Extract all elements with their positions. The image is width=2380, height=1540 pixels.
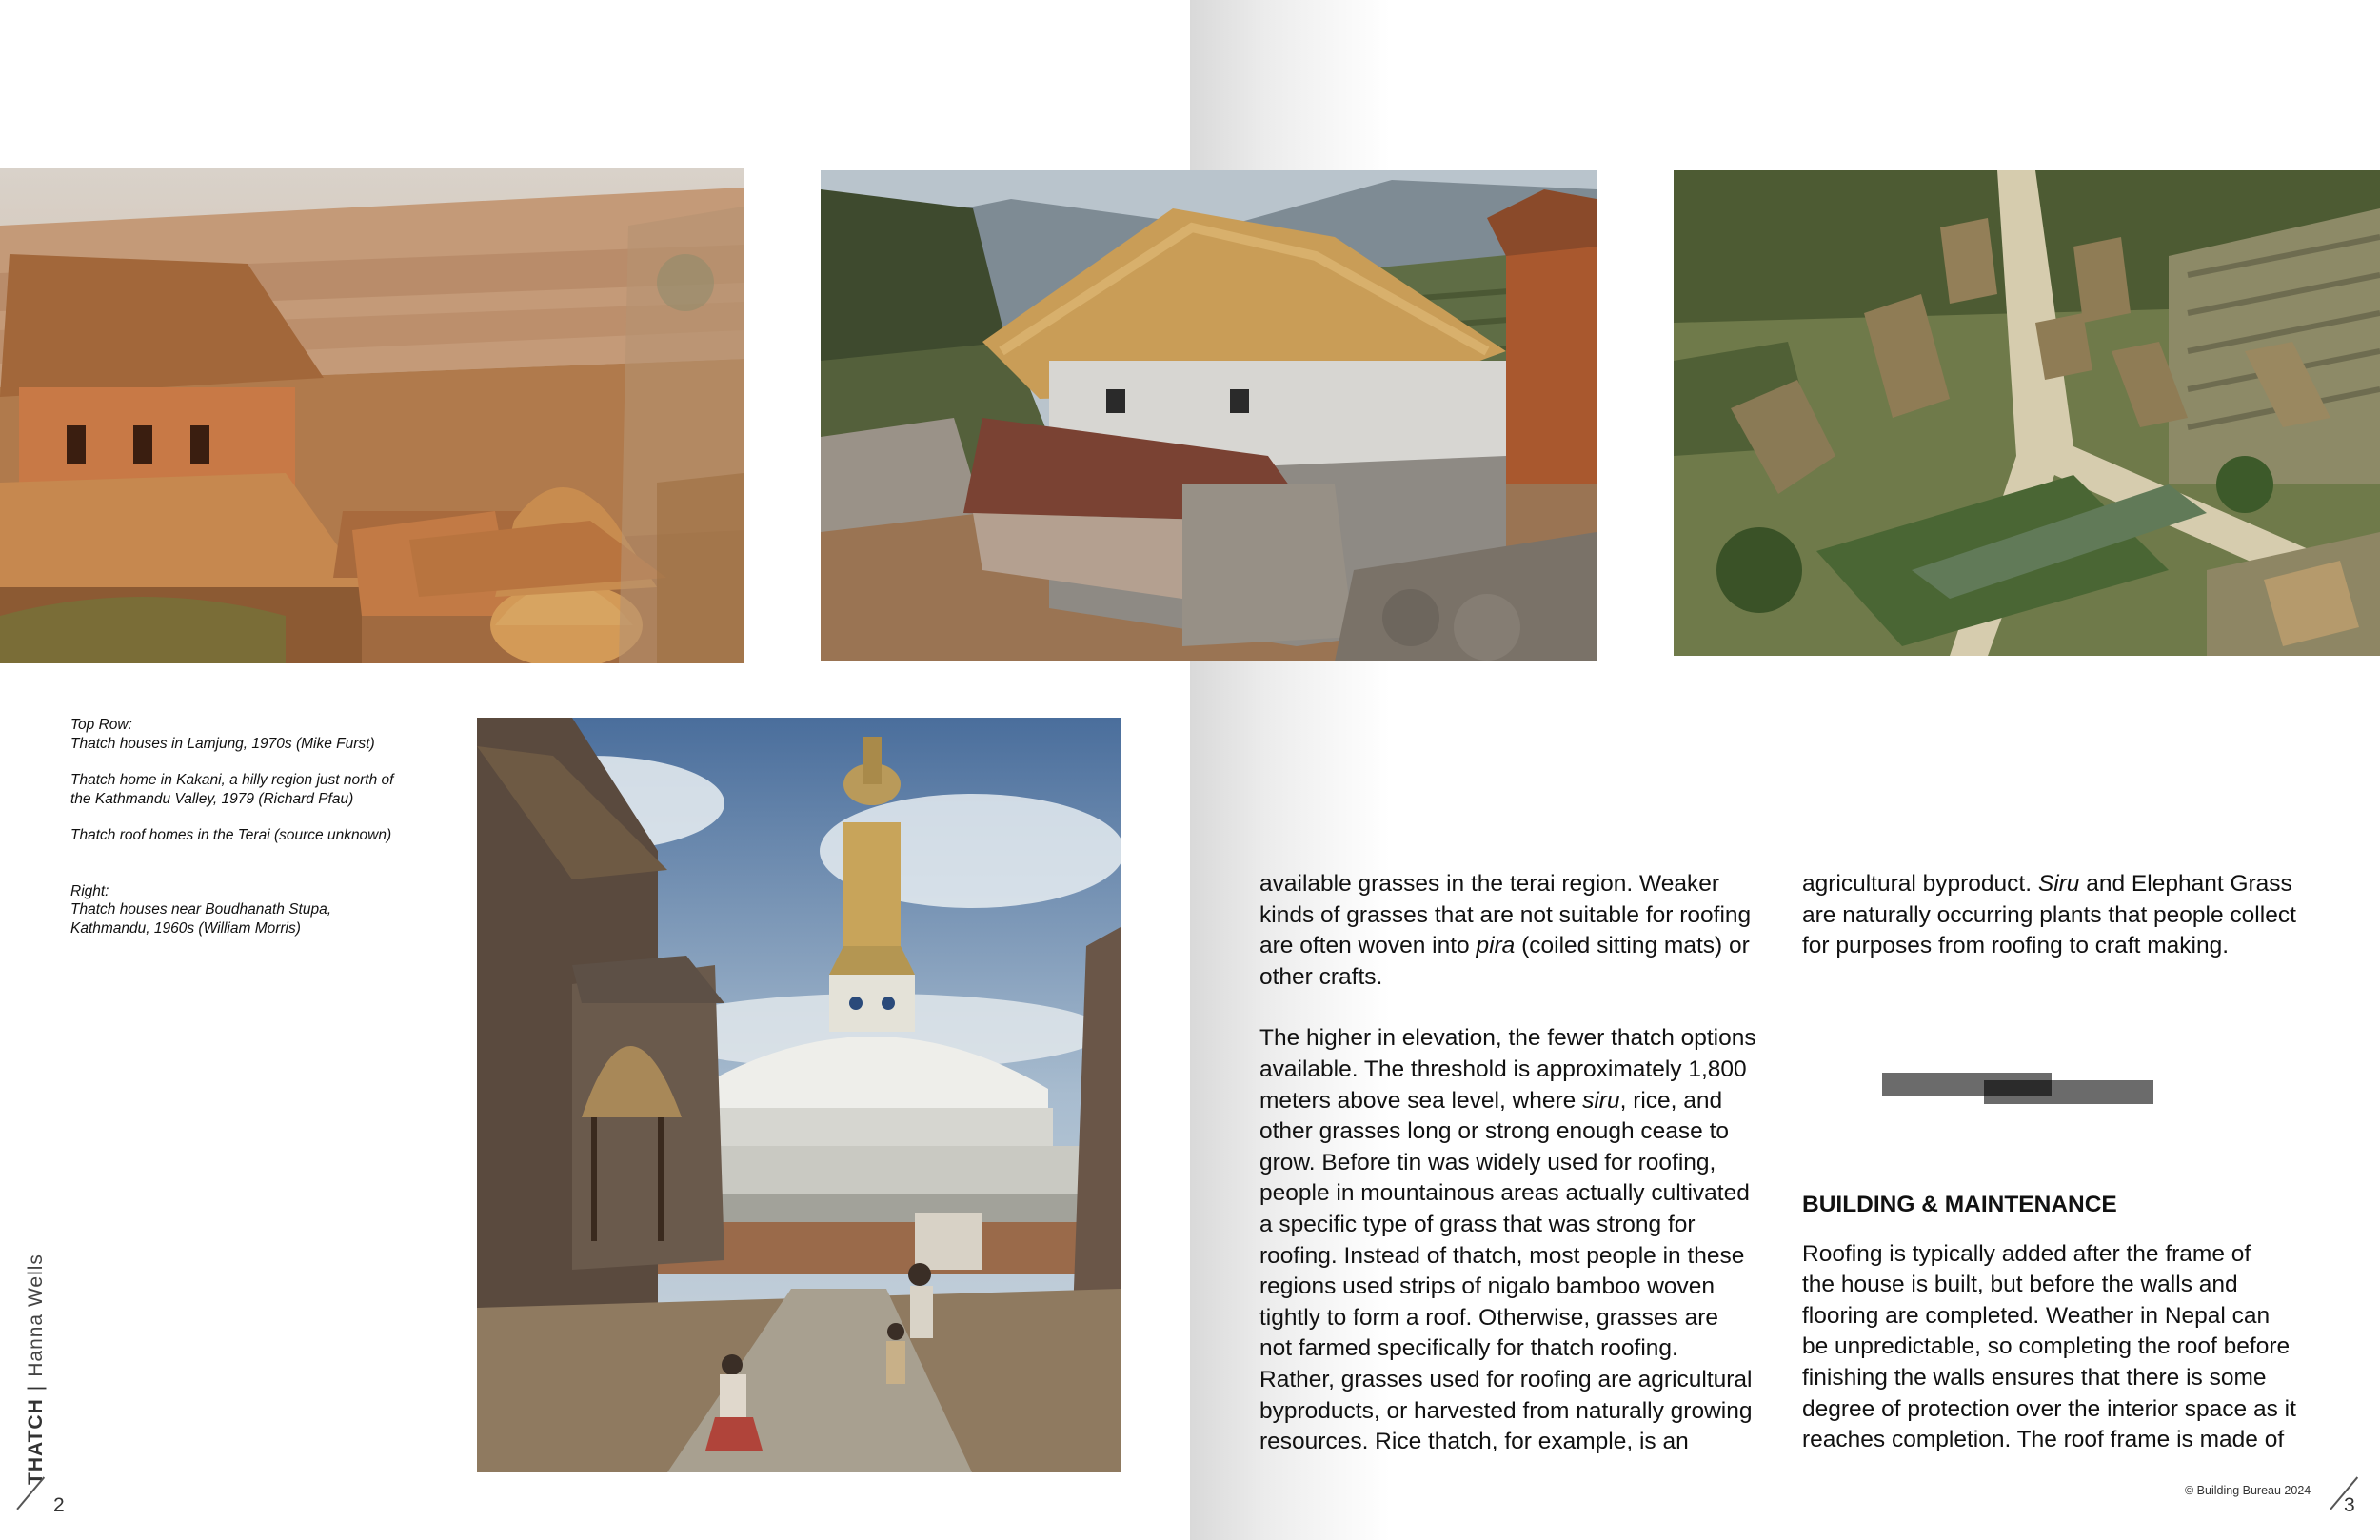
caption-kakani-line2: the Kathmandu Valley, 1979 (Richard Pfau) xyxy=(70,790,354,807)
caption-lamjung: Thatch houses in Lamjung, 1970s (Mike Furst) xyxy=(70,735,375,752)
caption-terai xyxy=(70,826,451,845)
text-line: roofing. Instead of thatch, most people in these xyxy=(1259,1242,1745,1269)
column-b-paragraph-1 xyxy=(1802,869,2316,962)
column-a-paragraph-2 xyxy=(1259,1023,1774,1457)
text-line: be unpredictable, so completing the roof before xyxy=(1802,1333,2291,1360)
text-line xyxy=(1802,869,2316,900)
copyright-notice: © Building Bureau 2024 xyxy=(2185,1484,2311,1497)
text-line xyxy=(1259,1086,1774,1117)
text-line: other grasses long or strong enough cease to xyxy=(1259,1118,1730,1145)
caption-terai-text: Thatch roof homes in the Terai (source unknown) xyxy=(70,827,392,843)
page-number-left: 2 xyxy=(53,1494,65,1516)
caption-boudhanath-line2: Kathmandu, 1960s (William Morris) xyxy=(70,919,301,937)
text-line: people in mountainous areas actually cultivated xyxy=(1259,1180,1750,1207)
caption-kakani xyxy=(70,771,451,808)
footer-separator: | xyxy=(25,1384,47,1392)
photo-kakani-thatch-home xyxy=(821,170,1597,661)
page-number-right: 3 xyxy=(2344,1494,2355,1516)
running-footer-left xyxy=(25,1254,48,1485)
caption-top-row-heading: Top Row: xyxy=(70,717,132,733)
text-line: finishing the walls ensures that there is some xyxy=(1802,1364,2267,1391)
text-line: resources. Rice thatch, for example, is an xyxy=(1259,1429,1689,1455)
italic-term-siru: Siru xyxy=(2037,871,2080,897)
text-run: agricultural byproduct. xyxy=(1802,871,2038,897)
text-line: available grasses in the terai region. Weaker xyxy=(1259,871,1720,897)
photo-lamjung-thatch-houses xyxy=(0,168,744,663)
text-line: not farmed specifically for thatch roofing. xyxy=(1259,1335,1678,1362)
photo-boudhanath-stupa xyxy=(477,718,1121,1472)
caption-boudhanath-line1: Thatch houses near Boudhanath Stupa, xyxy=(70,901,332,918)
text-line: reaches completion. The roof frame is made of xyxy=(1802,1427,2285,1453)
text-line: degree of protection over the interior space as it xyxy=(1802,1395,2296,1422)
caption-right-heading: Right: xyxy=(70,882,109,899)
body-column-a xyxy=(1259,869,1774,1458)
decorative-bar-overlap xyxy=(1984,1080,2052,1096)
text-line: other crafts. xyxy=(1259,963,1383,990)
text-line: The higher in elevation, the fewer thatch options xyxy=(1259,1025,1756,1052)
text-line: are naturally occurring plants that people collect xyxy=(1802,901,2296,928)
text-line xyxy=(1259,931,1774,962)
author-name: Hanna Wells xyxy=(25,1254,47,1377)
photo-terai-thatch-homes xyxy=(1674,170,2380,656)
text-line: kinds of grasses that are not suitable for roofing xyxy=(1259,901,1752,928)
caption-top-row xyxy=(70,716,451,753)
text-line: the house is built, but before the walls and xyxy=(1802,1272,2238,1298)
text-line: byproducts, or harvested from naturally growing xyxy=(1259,1397,1753,1424)
text-run: (coiled sitting mats) or xyxy=(1515,933,1750,959)
section-heading: BUILDING & MAINTENANCE xyxy=(1802,1192,2117,1217)
caption-right xyxy=(70,882,451,938)
text-line: Rather, grasses used for roofing are agricultural xyxy=(1259,1366,1753,1392)
text-line: Roofing is typically added after the frame of xyxy=(1802,1240,2251,1267)
text-run: , rice, and xyxy=(1619,1087,1723,1114)
text-run: are often woven into xyxy=(1259,933,1477,959)
text-line: a specific type of grass that was strong for xyxy=(1259,1211,1696,1237)
section-building-maintenance xyxy=(1802,1190,2316,1456)
publication-title: THATCH xyxy=(25,1398,47,1485)
text-run: and Elephant Grass xyxy=(2079,871,2292,897)
caption-kakani-line1: Thatch home in Kakani, a hilly region just north of xyxy=(70,772,394,788)
column-a-paragraph-1 xyxy=(1259,869,1774,993)
text-line: grow. Before tin was widely used for roofing, xyxy=(1259,1149,1716,1175)
italic-term-siru: siru xyxy=(1582,1087,1620,1114)
photo-captions xyxy=(70,716,451,956)
text-line: tightly to form a roof. Otherwise, grasses are xyxy=(1259,1304,1719,1331)
body-column-b xyxy=(1802,869,2316,962)
text-line: regions used strips of nigalo bamboo woven xyxy=(1259,1273,1716,1300)
text-line: for purposes from roofing to craft making. xyxy=(1802,933,2229,959)
italic-term-pira: pira xyxy=(1476,933,1516,959)
text-run: meters above sea level, where xyxy=(1259,1087,1583,1114)
text-line: available. The threshold is approximately 1,800 xyxy=(1259,1056,1747,1082)
text-line: flooring are completed. Weather in Nepal can xyxy=(1802,1302,2271,1329)
